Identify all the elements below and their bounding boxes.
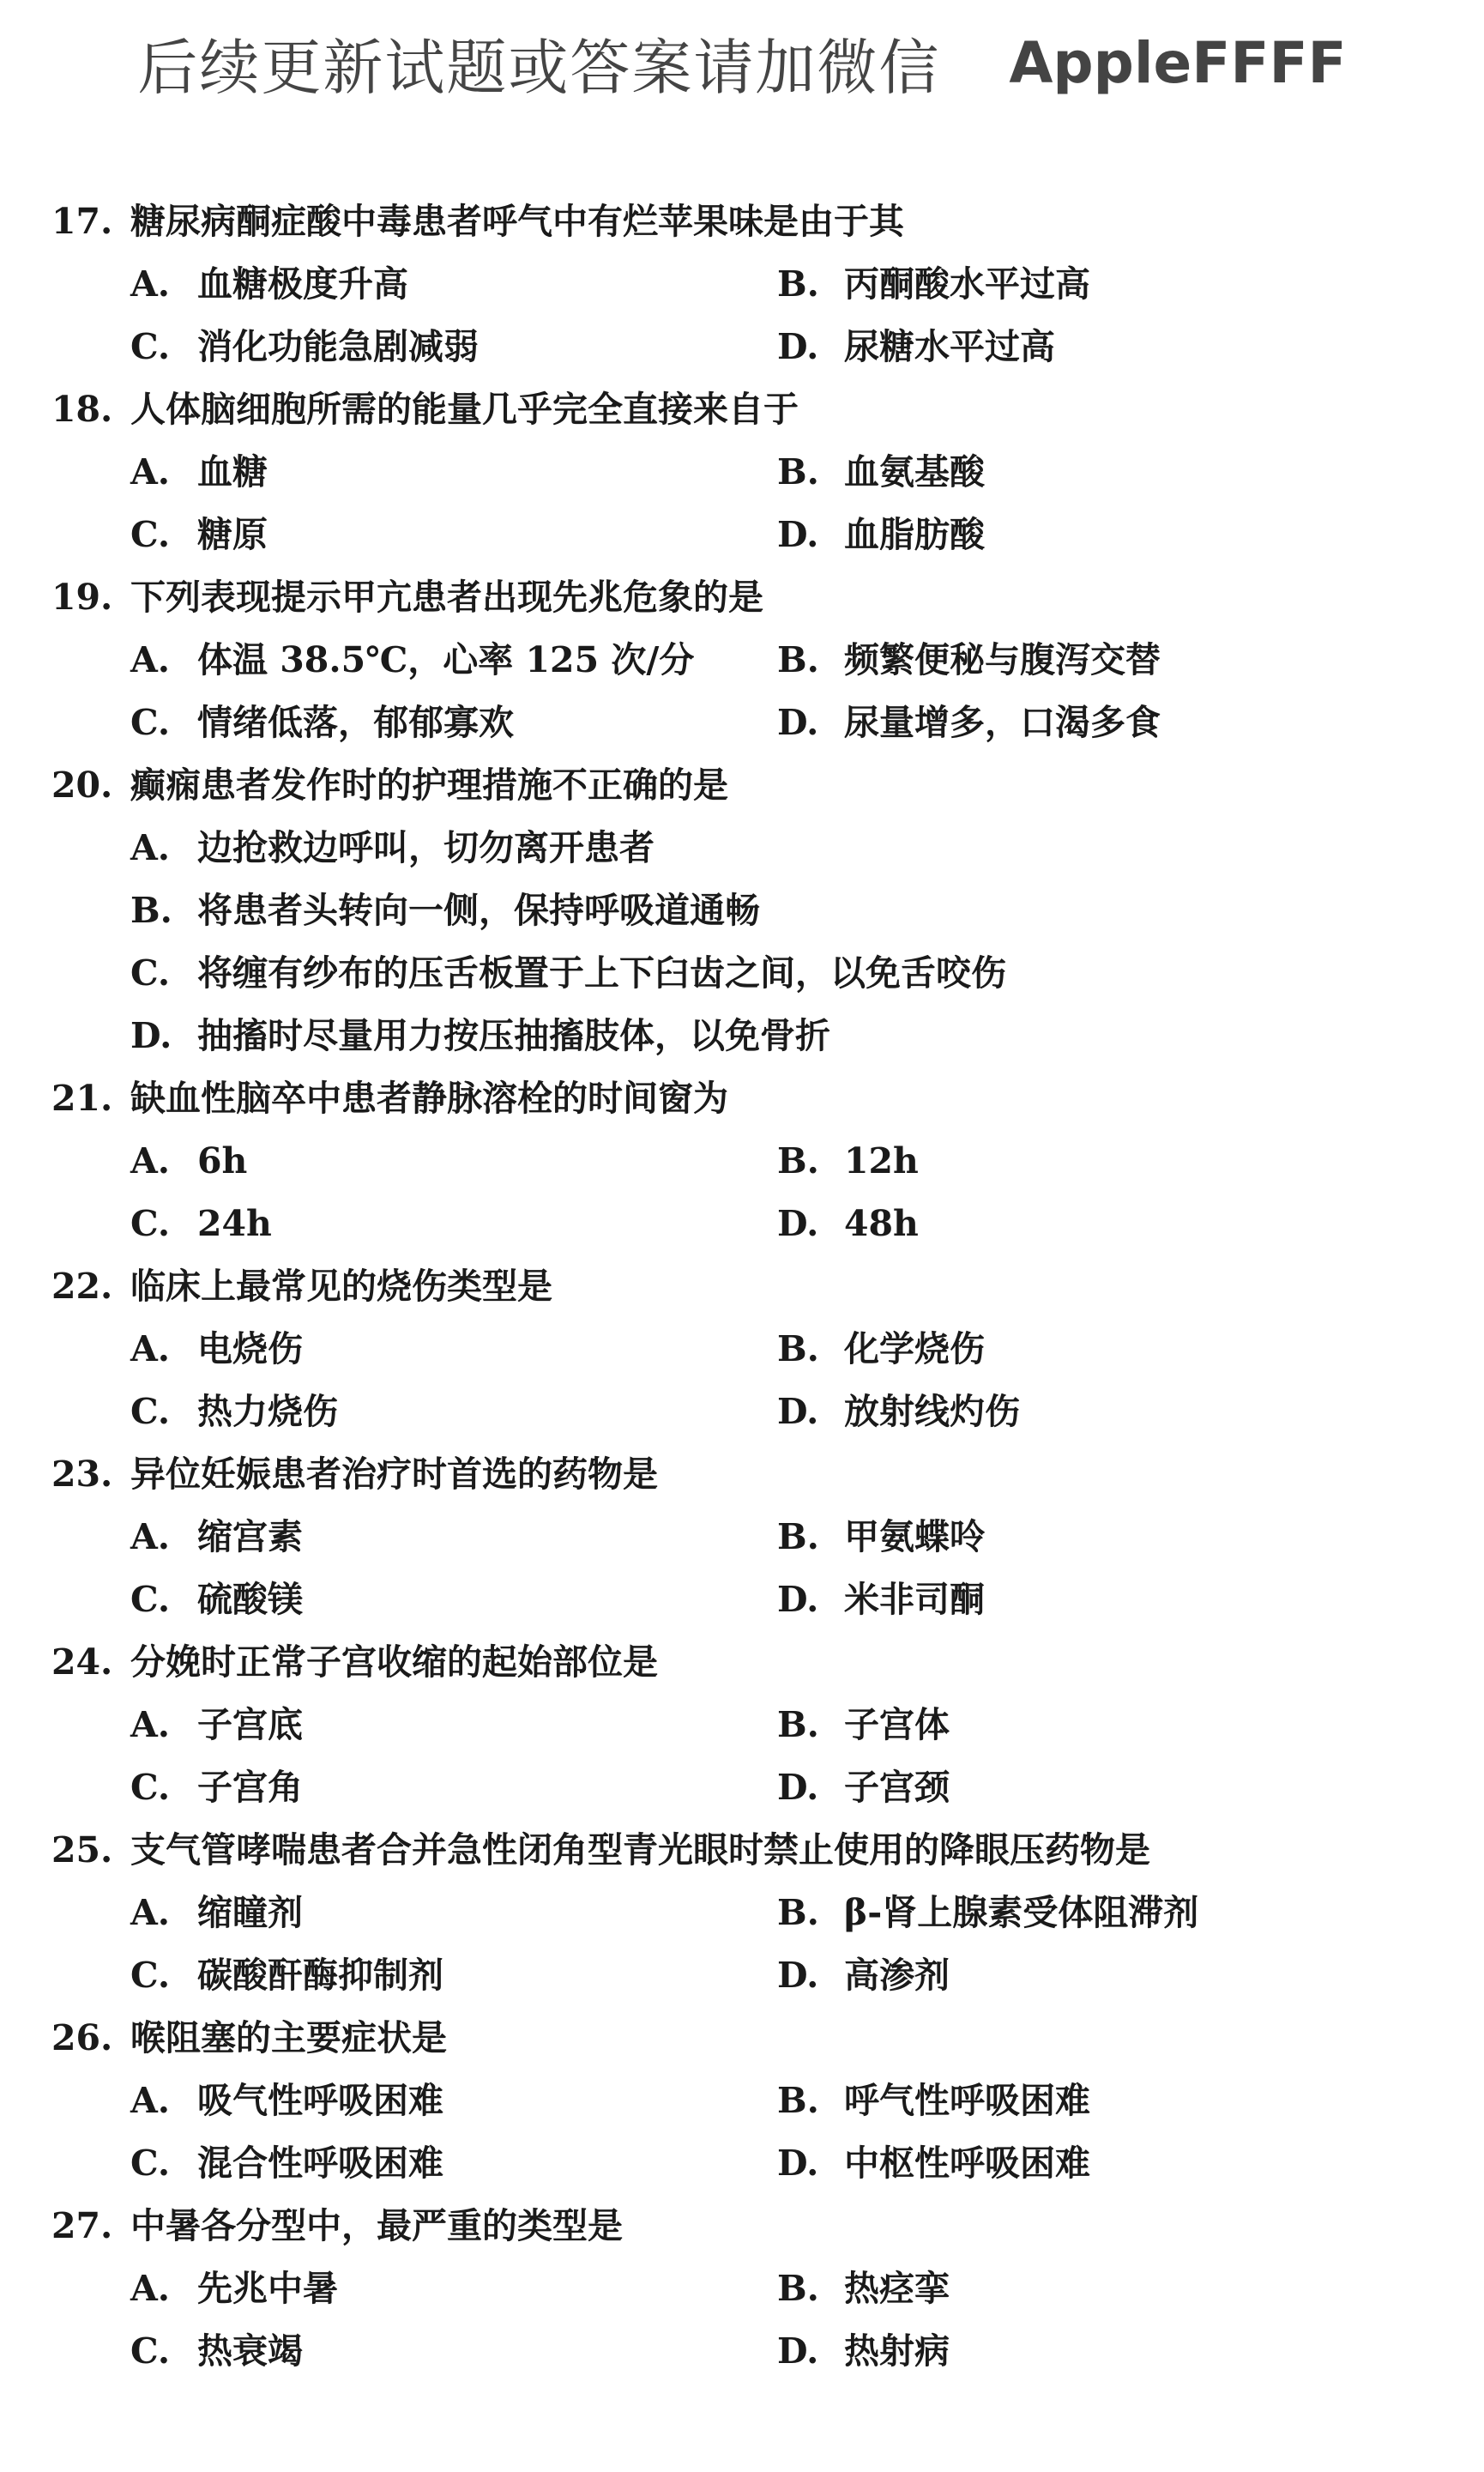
option-d: D. 中枢性呼吸困难 (777, 2143, 1090, 2184)
option-b: B. 热痉挛 (777, 2268, 950, 2309)
question-18-stem (51, 378, 1424, 441)
option-a: A. 电烧伤 (130, 1328, 303, 1369)
option-row (51, 1318, 1424, 1381)
option-d: D. 抽搐时尽量用力按压抽搐肢体，以免骨折 (130, 1015, 830, 1056)
option-c: C. 硫酸镁 (130, 1579, 303, 1620)
option-a: A. 缩瞳剂 (130, 1892, 303, 1933)
option-d: D. 48h (777, 1203, 919, 1244)
question-text: 临床上最常见的烧伤类型是 (130, 1266, 552, 1307)
option-a: A. 先兆中暑 (130, 2268, 338, 2309)
option-row (51, 316, 1424, 378)
option-b: B. 化学烧伤 (777, 1328, 985, 1369)
option-row (51, 629, 1424, 692)
question-number: 18. (51, 389, 113, 430)
option-a: A. 血糖极度升高 (130, 263, 408, 305)
question-21-stem (51, 1067, 1424, 1130)
question-text: 下列表现提示甲亢患者出现先兆危象的是 (130, 577, 763, 618)
option-a: A. 边抢救边呼叫，切勿离开患者 (130, 827, 655, 868)
option-row (51, 1381, 1424, 1443)
option-c: C. 混合性呼吸困难 (130, 2143, 443, 2184)
option-b: B. 子宫体 (777, 1704, 950, 1745)
question-number: 22. (51, 1266, 113, 1307)
option-row (51, 692, 1424, 754)
option-b: B. 12h (777, 1140, 919, 1182)
option-row (51, 1944, 1424, 2007)
option-row (51, 1756, 1424, 1819)
option-a: A. 体温 38.5℃，心率 125 次/分 (130, 639, 695, 680)
question-24-stem (51, 1631, 1424, 1694)
option-c: C. 24h (130, 1203, 272, 1244)
option-d: D. 热射病 (777, 2330, 950, 2372)
option-d: D. 尿糖水平过高 (777, 326, 1055, 367)
header-notice: 后续更新试题或答案请加微信 (137, 32, 941, 103)
question-text: 支气管哮喘患者合并急性闭角型青光眼时禁止使用的降眼压药物是 (130, 1829, 1150, 1871)
question-text: 缺血性脑卒中患者静脉溶栓的时间窗为 (130, 1078, 728, 1119)
wechat-id: AppleFFFF (1009, 29, 1347, 96)
question-number: 20. (51, 765, 113, 806)
option-d: D. 米非司酮 (777, 1579, 985, 1620)
option-b: B. 呼气性呼吸困难 (777, 2080, 1090, 2121)
option-row (51, 2320, 1424, 2383)
question-number: 27. (51, 2205, 113, 2246)
option-a: A. 血糖 (130, 451, 268, 493)
question-text: 人体脑细胞所需的能量几乎完全直接来自于 (130, 389, 799, 430)
question-26-stem (51, 2007, 1424, 2070)
option-a: A. 吸气性呼吸困难 (130, 2080, 443, 2121)
option-b: B. 丙酮酸水平过高 (777, 263, 1090, 305)
option-row (51, 1882, 1424, 1944)
option-c: C. 碳酸酐酶抑制剂 (130, 1955, 443, 1996)
question-23-stem (51, 1443, 1424, 1506)
question-text: 癫痫患者发作时的护理措施不正确的是 (130, 765, 728, 806)
option-c: C. 热衰竭 (130, 2330, 303, 2372)
option-row (51, 441, 1424, 504)
option-c: C. 糖原 (130, 514, 268, 555)
option-d: D. 子宫颈 (777, 1767, 950, 1808)
option-row (51, 504, 1424, 566)
page-header (0, 15, 1484, 110)
question-17-stem (51, 190, 1424, 253)
question-20-stem (51, 754, 1424, 817)
question-25-stem (51, 1819, 1424, 1882)
option-row (51, 1130, 1424, 1193)
option-row (51, 253, 1424, 316)
question-number: 19. (51, 577, 113, 618)
option-c: C. 消化功能急剧减弱 (130, 326, 479, 367)
option-c: C. 情绪低落，郁郁寡欢 (130, 702, 514, 743)
option-b: B. 甲氨蝶呤 (777, 1516, 985, 1557)
option-row (51, 1568, 1424, 1631)
question-number: 24. (51, 1641, 113, 1683)
question-list (51, 190, 1424, 2383)
option-d: D. 血脂肪酸 (777, 514, 985, 555)
question-text: 分娩时正常子宫收缩的起始部位是 (130, 1641, 658, 1683)
question-text: 异位妊娠患者治疗时首选的药物是 (130, 1454, 658, 1495)
option-d: D. 放射线灼伤 (777, 1391, 1020, 1432)
question-number: 25. (51, 1829, 113, 1871)
option-row (51, 2132, 1424, 2195)
option-c: C. 将缠有纱布的压舌板置于上下臼齿之间，以免舌咬伤 (130, 952, 1006, 994)
question-number: 23. (51, 1454, 113, 1495)
option-c: C. 热力烧伤 (130, 1391, 338, 1432)
question-27-stem (51, 2195, 1424, 2257)
question-number: 26. (51, 2017, 113, 2058)
option-b: B. 血氨基酸 (777, 451, 985, 493)
option-d: D. 尿量增多，口渴多食 (777, 702, 1161, 743)
option-row (51, 1506, 1424, 1568)
option-a: A. 6h (130, 1140, 248, 1182)
question-text: 中暑各分型中，最严重的类型是 (130, 2205, 623, 2246)
option-row (51, 1694, 1424, 1756)
option-d: D. 高渗剂 (777, 1955, 950, 1996)
question-text: 糖尿病酮症酸中毒患者呼气中有烂苹果味是由于其 (130, 201, 904, 242)
option-b: B. 将患者头转向一侧，保持呼吸道通畅 (130, 890, 760, 931)
option-row (51, 2257, 1424, 2320)
option-row (51, 2070, 1424, 2132)
option-c: C. 子宫角 (130, 1767, 303, 1808)
question-19-stem (51, 566, 1424, 629)
question-text: 喉阻塞的主要症状是 (130, 2017, 447, 2058)
question-number: 21. (51, 1078, 113, 1119)
question-22-stem (51, 1255, 1424, 1318)
option-a: A. 缩宫素 (130, 1516, 303, 1557)
option-row (51, 1193, 1424, 1255)
question-number: 17. (51, 201, 113, 242)
option-a: A. 子宫底 (130, 1704, 303, 1745)
option-b: B. 频繁便秘与腹泻交替 (777, 639, 1161, 680)
option-b: B. β-肾上腺素受体阻滞剂 (777, 1892, 1199, 1933)
